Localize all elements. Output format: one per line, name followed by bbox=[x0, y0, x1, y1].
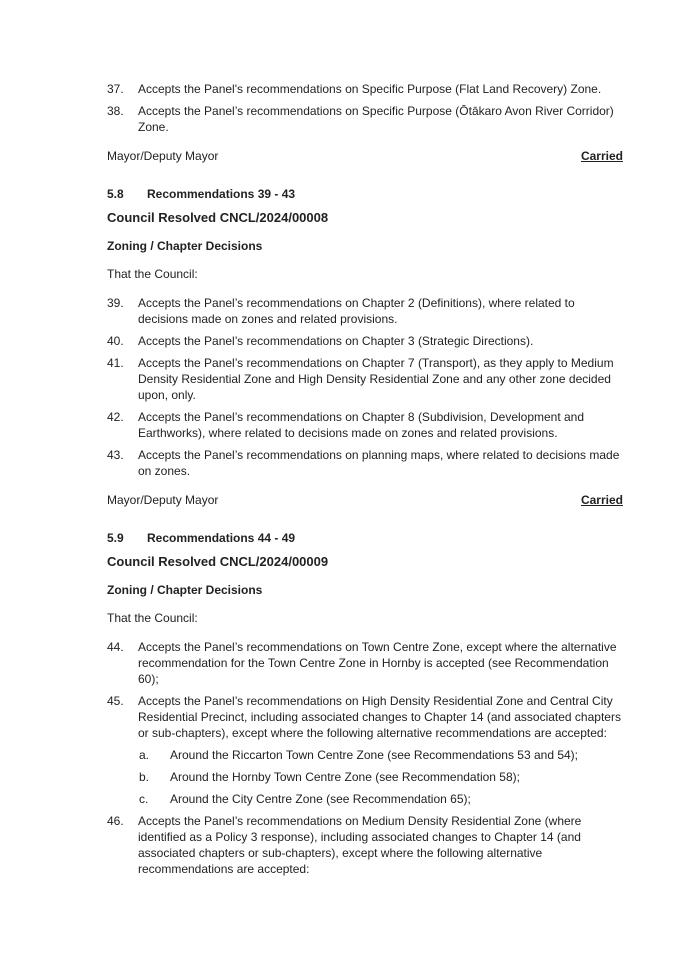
item-text: Accepts the Panel's recommendations on Specific Purpose (Flat Land Recovery) Zone. bbox=[138, 82, 602, 96]
carried-label: Carried bbox=[580, 149, 623, 163]
item-text: Accepts the Panel’s recommendations on Chapter 7 (Transport), as they apply to Medium Density Residential Zone and High Density Residential Zone and any other zone decided upon, only. bbox=[138, 356, 614, 402]
intro-text: That the Council: bbox=[107, 267, 198, 281]
resolution-item bbox=[107, 639, 627, 687]
section-number: 5.8 bbox=[107, 187, 124, 201]
item-text: Accepts the Panel’s recommendations on Chapter 2 (Definitions), where related to decisions made on zones and related provisions. bbox=[138, 296, 575, 326]
sub-item-letter: a. bbox=[139, 748, 150, 762]
section-title: Recommendations 44 - 49 bbox=[147, 531, 296, 545]
section-title: Recommendations 39 - 43 bbox=[147, 187, 296, 201]
item-number: 44. bbox=[107, 640, 124, 654]
item-number: 37. bbox=[107, 82, 124, 96]
item-text: Accepts the Panel’s recommendations on High Density Residential Zone and Central City Residential Precinct, including associated changes to Chapter 14 (and associated chapters or sub-chapters), except where the following alternative recommendations are accepted: bbox=[138, 694, 621, 740]
sub-item-letter: c. bbox=[139, 792, 149, 806]
resolution-id: Council Resolved CNCL/2024/00009 bbox=[107, 554, 329, 569]
item-text: Accepts the Panel’s recommendations on Medium Density Residential Zone (where identified as a Policy 3 response), including associated changes to Chapter 14 (and associated chapters or sub-chapters), except where the following alternative recommendations are accepted: bbox=[138, 814, 582, 876]
section-heading bbox=[107, 186, 627, 202]
resolution-item bbox=[107, 813, 627, 877]
sub-item-text: Around the City Centre Zone (see Recommendation 65); bbox=[170, 792, 471, 806]
resolution-item bbox=[107, 447, 627, 479]
item-text: Accepts the Panel’s recommendations on Chapter 8 (Subdivision, Development and Earthworks), where related to decisions made on zones and related provisions. bbox=[138, 410, 585, 440]
resolution-item bbox=[107, 355, 627, 403]
item-text: Accepts the Panel’s recommendations on Specific Purpose (Ōtākaro Avon River Corridor) Zone. bbox=[138, 104, 614, 134]
sub-item bbox=[107, 747, 627, 763]
carried-label: Carried bbox=[580, 493, 623, 507]
item-number: 46. bbox=[107, 814, 124, 828]
item-text: Accepts the Panel’s recommendations on Chapter 3 (Strategic Directions). bbox=[138, 334, 534, 348]
item-number: 43. bbox=[107, 448, 124, 462]
resolution-item bbox=[107, 409, 627, 441]
section-number: 5.9 bbox=[107, 531, 124, 545]
mover-row bbox=[107, 148, 623, 164]
item-number: 41. bbox=[107, 356, 124, 370]
subheading: Zoning / Chapter Decisions bbox=[107, 583, 263, 597]
intro-text: That the Council: bbox=[107, 611, 198, 625]
mover-text: Mayor/Deputy Mayor bbox=[107, 493, 219, 507]
minutes-page bbox=[107, 81, 627, 877]
resolution-id: Council Resolved CNCL/2024/00008 bbox=[107, 210, 329, 225]
sub-item bbox=[107, 791, 627, 807]
subheading: Zoning / Chapter Decisions bbox=[107, 239, 263, 253]
item-number: 45. bbox=[107, 694, 124, 708]
item-text: Accepts the Panel’s recommendations on planning maps, where related to decisions made on zones. bbox=[138, 448, 620, 478]
sub-item-text: Around the Hornby Town Centre Zone (see Recommendation 58); bbox=[170, 770, 520, 784]
sub-item-letter: b. bbox=[139, 770, 150, 784]
mover-row bbox=[107, 492, 623, 508]
item-number: 40. bbox=[107, 334, 124, 348]
resolution-item bbox=[107, 333, 627, 349]
resolution-item bbox=[107, 295, 627, 327]
item-text: Accepts the Panel’s recommendations on Town Centre Zone, except where the alternative recommendation for the Town Centre Zone in Hornby is accepted (see Recommendation 60); bbox=[138, 640, 617, 686]
resolution-item bbox=[107, 103, 627, 135]
resolution-item bbox=[107, 693, 627, 741]
mover-text: Mayor/Deputy Mayor bbox=[107, 149, 219, 163]
item-number: 39. bbox=[107, 296, 124, 310]
sub-item bbox=[107, 769, 627, 785]
sub-item-text: Around the Riccarton Town Centre Zone (see Recommendations 53 and 54); bbox=[170, 748, 579, 762]
item-number: 38. bbox=[107, 104, 124, 118]
item-number: 42. bbox=[107, 410, 124, 424]
section-heading bbox=[107, 530, 627, 546]
resolution-item bbox=[107, 81, 627, 97]
